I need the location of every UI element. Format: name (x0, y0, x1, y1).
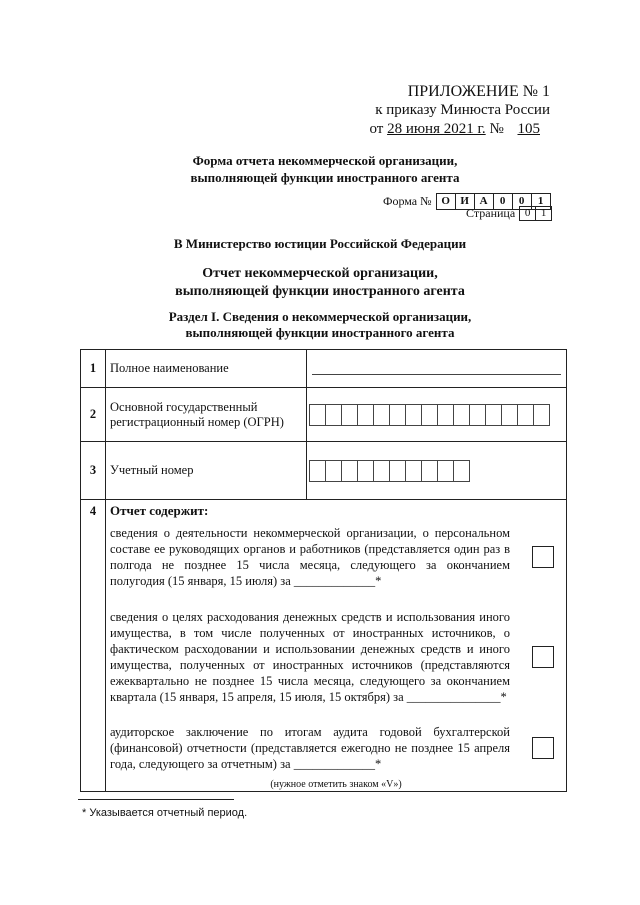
order-number: 105 (517, 121, 540, 137)
page-cell: 0 (519, 206, 536, 221)
footnote-divider (78, 799, 234, 800)
ogrn-cells (309, 404, 565, 426)
page-label: Страница (466, 206, 516, 220)
report-item-checkbox[interactable] (532, 546, 554, 568)
report-contents (106, 500, 567, 792)
ministry-line: В Министерство юстиции Российской Федерации (173, 236, 467, 251)
report-item-text: аудиторское заключение по итогам аудита годовой бухгалтерской (финансовой) отчетности (представляется ежегодно не позднее 15 апреля года, следующего за отчетным) за _____________* (110, 725, 510, 771)
report-item (110, 605, 562, 709)
ogrn-field[interactable] (307, 388, 567, 442)
form-code-cell: И (456, 193, 475, 210)
table-row (81, 350, 567, 388)
appendix-block (369, 82, 550, 139)
full-name-field[interactable] (307, 350, 567, 388)
row-number: 2 (81, 388, 106, 442)
form-title: Форма отчета некоммерческой организации, выполняющей функции иностранного агента (190, 153, 460, 185)
table-row (81, 442, 567, 500)
page-cell: 1 (536, 206, 552, 221)
report-contents-heading: Отчет содержит: (110, 503, 209, 518)
report-title: Отчет некоммерческой организации, выполняющей функции иностранного агента (175, 266, 465, 299)
table-row (81, 388, 567, 442)
table-row (81, 500, 567, 792)
field-label: Полное наименование (106, 350, 307, 388)
report-item (110, 523, 562, 591)
order-date: 28 июня 2021 г. (387, 121, 486, 137)
appendix-order: к приказу Минюста России (375, 102, 550, 118)
form-code-cell: 1 (532, 193, 551, 210)
form-code-label: Форма № (383, 194, 432, 208)
report-table (80, 349, 567, 792)
field-label: Учетный номер (106, 442, 307, 500)
appendix-title: ПРИЛОЖЕНИЕ № 1 (407, 83, 550, 100)
form-code-cell: О (436, 193, 456, 210)
field-label: Основной государственный регистрационный номер (ОГРН) (106, 388, 307, 442)
report-item (110, 723, 562, 773)
report-item-text: сведения о деятельности некоммерческой организации, о персональном составе ее руководящих органов и работников (представляется один раз в полгода не позднее 15 числа месяца, следующего за окончанием полугодия (15 января, 15 июля) за _____________* (110, 526, 510, 588)
account-number-cells (309, 460, 565, 482)
report-item-text: сведения о целях расходования денежных средств и использования иного имущества, в том числе полученных от иностранных источников, о фактическом расходовании и использовании денежных средств и иного имущества, полученных от иностранных источников (представляются ежеквартально не позднее 15 числа месяца, следующего за окончанием квартала (15 января, 15 апреля, 15 июля, 15 октября) за _______________* (110, 610, 510, 704)
form-code-cell: 0 (494, 193, 513, 210)
check-instruction: (нужное отметить знаком «V») (270, 779, 402, 790)
form-code-cell: 0 (513, 193, 532, 210)
page-number (466, 206, 552, 221)
row-number: 1 (81, 350, 106, 388)
report-item-checkbox[interactable] (532, 737, 554, 759)
account-number-field[interactable] (307, 442, 567, 500)
report-item-checkbox[interactable] (532, 646, 554, 668)
row-number: 3 (81, 442, 106, 500)
form-code-cell: А (475, 193, 494, 210)
row-number: 4 (81, 500, 106, 792)
section-title: Раздел I. Сведения о некоммерческой организации, выполняющей функции иностранного агента (168, 309, 472, 340)
footnote: * Указывается отчетный период. (82, 807, 248, 819)
appendix-date-line: от 28 июня 2021 г. № 105 (369, 120, 550, 139)
